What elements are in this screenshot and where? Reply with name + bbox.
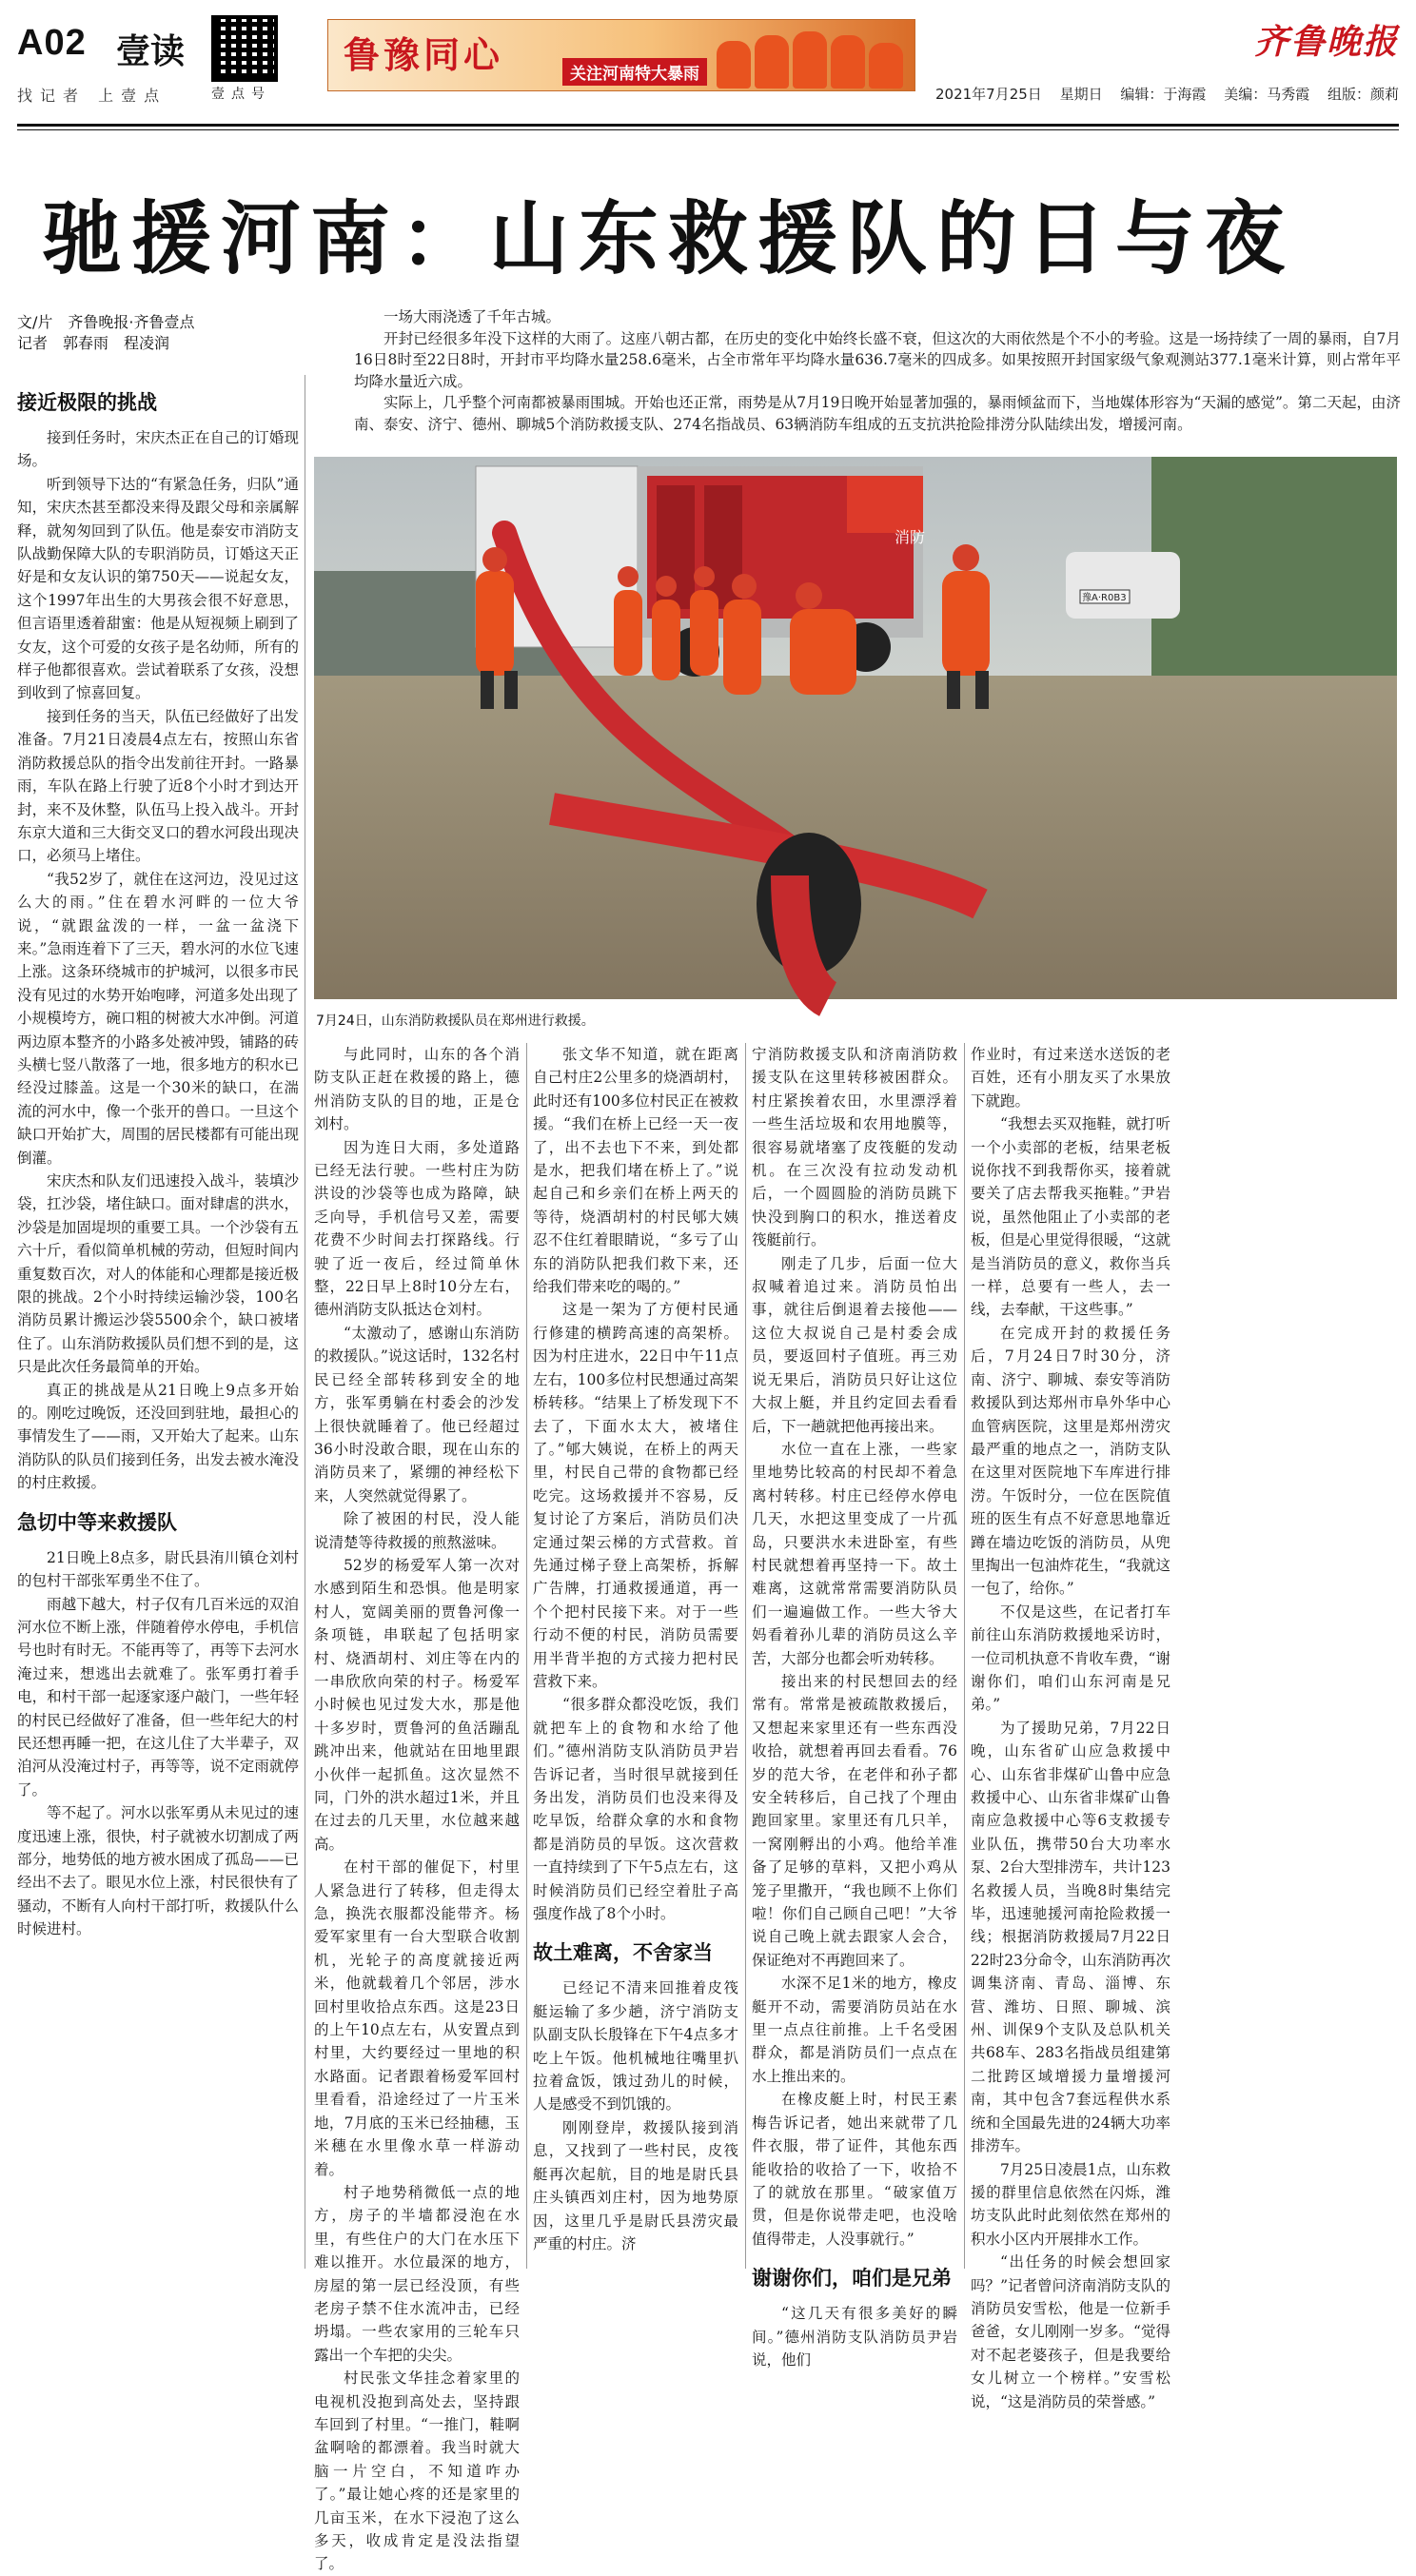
paragraph: 与此同时，山东的各个消防支队正赶在救援的路上，德州消防支队的目的地，正是仓刘村。 (314, 1046, 520, 1133)
paragraph: 21日晚上8点多，尉氏县洧川镇仓刘村的包村干部张军勇坐不住了。 (17, 1548, 299, 1590)
banner-title: 鲁豫同心 (344, 33, 504, 76)
rescue-photo-illustration (314, 457, 1397, 999)
page-header (17, 15, 1399, 129)
paragraph: 刚刚登岸，救援队接到消息，又找到了一些村民，皮筏艇再次起航，目的地是尉氏县庄头镇西刘庄村，因为地势原因，这里几乎是尉氏县涝灾最严重的村庄。济 (533, 2118, 738, 2252)
article-column-5 (971, 1043, 1170, 2410)
paragraph: 水深不足1米的地方，橡皮艇开不动，需要消防员站在水里一点点往前推。上千名受困群众，都是消防员们一点点在水上推出来的。 (752, 1975, 957, 2085)
article-byline (17, 312, 194, 354)
header-rule-thin (17, 129, 1399, 130)
issue-date: 2021年7月25日 (935, 86, 1042, 103)
paragraph: 不仅是这些，在记者打车前往山东消防救援地采访时，一位司机执意不肯收车费，“谢谢你们，咱们山东河南是兄弟。” (971, 1603, 1170, 1714)
qr-code-icon[interactable] (211, 15, 278, 82)
qr-code-label: 壹点号 (211, 87, 271, 102)
article-column-3 (533, 1043, 738, 2269)
paragraph: “很多群众都没吃饭，我们就把车上的食物和水给了他们。”德州消防支队消防员尹岩告诉记者，当时很早就接到任务出发，消防员们也没来得及吃早饭，给群众拿的水和食物都是消防员的早饭。这次营救一直持续到了下午5点左右，这时候消防员们已经空着肚子高强度作战了8个小时。 (533, 1696, 738, 1923)
paragraph: 雨越下越大，村子仅有几百米远的双洎河水位不断上涨，伴随着停水停电，手机信号也时有时无。不能再等了，再等下去河水淹过来，想逃出去就难了。张军勇打着手电，和村干部一起逐家逐户敲门，一些年轻的村民已经做好了准备，但一些年纪大的村民还想再睡一把，在这儿住了大半辈子，双洎河从没淹过村子，再等等，说不定雨就停了。 (17, 1595, 299, 1799)
paragraph: 接出来的村民想回去的经常有。常常是被疏散救援后，又想起来家里还有一些东西没收拾，就想着再回去看看。76岁的范大爷，在老伴和孙子都安全转移后，自己找了个理由跑回家里。家里还有几只羊，一窝刚孵出的小鸡。他给羊准备了足够的草料，又把小鸡从笼子里撒开，“我也顾不上你们啦！你们自己顾自己吧！”大爷说自己晚上就去跟家人会合，保证绝对不再跑回来了。 (752, 1672, 957, 1969)
lead-paragraph: 一场大雨浇透了千年古城。 (384, 308, 561, 325)
paragraph: 听到领导下达的“有紧急任务，归队”通知，宋庆杰甚至都没来得及跟父母和亲属解释，就匆匆回到了队伍。他是泰安市消防支队战勤保障大队的专职消防员，订婚这天正好是和女友认识的第750天——说起女友，这个1997年出生的大男孩会很不好意思，但言语里透着甜蜜：他是从短视频上刷到了女友，这个可爱的女孩子是名幼师，所有的样子他都很喜欢。尝试着联系了女孩，没想到收到了惊喜回复。 (17, 475, 299, 702)
paragraph: 在橡皮艇上时，村民王素梅告诉记者，她出来就带了几件衣服，带了证件，其他东西能收拾的收拾了一下，收拾不了的就放在那里。“破家值万贯，但是你说带走吧，也没啥值得带走，人没事就行。” (752, 2091, 957, 2248)
art-editor-credit: 美编：马秀霞 (1224, 86, 1310, 103)
paragraph: “出任务的时候会想回家吗？”记者曾问济南消防支队的消防员安雪松，他是一位新手爸爸，女儿刚刚一岁多。“觉得对不起老婆孩子，但是我要给女儿树立一个榜样。”安雪松说，“这是消防员的荣誉感。” (971, 2253, 1170, 2410)
column-divider (745, 1043, 746, 2269)
paragraph: 为了援助兄弟，7月22日晚，山东省矿山应急救援中心、山东省非煤矿山鲁中应急救援中心、山东省非煤矿山鲁南应急救援中心等6支救援专业队伍，携带50台大功率水泵、2台大型排涝车，共计123名救援人员，当晚8时集结完毕，迅速驰援河南抢险救援一线；根据消防救援局7月22日22时23分命令，山东消防再次调集济南、青岛、淄博、东营、潍坊、日照、聊城、滨州、训保9个支队及总队机关共68车、283名指战员组建第二批跨区域增援力量增援河南，其中包含7套远程供水系统和全国最先进的24辆大功率排涝车。 (971, 1719, 1170, 2155)
lead-paragraph: 开封已经很多年没下这样的大雨了。这座八朝古都，在历史的变化中始终长盛不衰，但这次的大雨依然是个不小的考验。这是一场持续了一周的暴雨，自7月16日8时至22日8时，开封市平均降水量258.6毫米，占全市常年平均降水量636.7毫米的四成多。如果按照开封国家级气象观测站377.1毫米计算，则占常年平均降水量近六成。 (354, 329, 1401, 390)
paragraph: “太激动了，感谢山东消防的救援队。”说这话时，132名村民已经全部转移到安全的地方，张军勇躺在村委会的沙发上很快就睡着了。他已经超过36小时没敢合眼，现在山东的消防员来了，紧绷的神经松下来，人突然就觉得累了。 (314, 1324, 520, 1504)
column-divider (526, 1043, 527, 2269)
section-slogan: 找记者 上壹点 (17, 87, 167, 105)
paragraph: 真正的挑战是从21日晚上9点多开始的。刚吃过晚饭，还没回到驻地，最担心的事情发生了——雨，又开始大了起来。山东消防队的队员们接到任务，出发去被水淹没的村庄救援。 (17, 1381, 299, 1492)
article-lead (354, 306, 1401, 435)
paragraph: 在完成开封的救援任务后，7月24日7时30分，济南、济宁、聊城、泰安等消防救援队到达郑州市阜外华中心血管病医院，这里是郑州涝灾最严重的地点之一，消防支队在这里对医院地下车库进行排涝。午饭时分，一位在医院值班的医生有点不好意思地靠近蹲在墙边吃饭的消防员，从兜里掏出一包油炸花生，“我就这一包了，给你。” (971, 1324, 1170, 1598)
rescue-photo (314, 457, 1397, 999)
paragraph: 因为连日大雨，多处道路已经无法行驶。一些村庄为防洪设的沙袋等也成为路障，缺乏向导，手机信号又差，需要花费不少时间去打探路线。行驶了近一夜后，经过简单休整，22日早上8时10分左右，德州消防支队抵达仓刘村。 (314, 1138, 520, 1319)
paragraph: “我52岁了，就住在这河边，没见过这么大的雨。”住在碧水河畔的一位大爷说，“就跟盆泼的一样，一盆一盆浇下来。”急雨连着下了三天，碧水河的水位飞速上涨。这条环绕城市的护城河，以很多市民没有见过的水势开始咆哮，河道多处出现了小规模垮方，碗口粗的树被大水冲倒。河道两边原本整齐的小路多处被冲毁，铺路的砖头横七竖八散落了一地，很多地方的积水已经没过膝盖。这是一个30米的缺口，在湍流的河水中，像一个张开的兽口。一旦这个缺口开始扩大，周围的居民楼都有可能出现倒灌。 (17, 870, 299, 1167)
paragraph: 村子地势稍微低一点的地方，房子的半墙都浸泡在水里，有些住户的大门在水压下难以推开。水位最深的地方，房屋的第一层已经没顶，有些老房子禁不住水流冲击，已经坍塌。一些农家用的三轮车只露出一个车把的尖尖。 (314, 2183, 520, 2364)
subheading: 急切中等来救援队 (17, 1510, 177, 1534)
issue-weekday: 星期日 (1059, 86, 1103, 103)
paragraph: 在村干部的催促下，村里人紧急进行了转移，但走得太急，换洗衣服都没能带齐。杨爱军家里有一台大型联合收割机，光轮子的高度就接近两米，他就载着几个邻居，涉水回村里收拾点东西。这是23日的上午10点左右，从安置点到村里，大约要经过一里地的积水路面。记者跟着杨爱军回村里看看，沿途经过了一片玉米地，7月底的玉米已经抽穗，玉米穗在水里像水草一样游动着。 (314, 1858, 520, 2178)
lead-paragraph: 实际上，几乎整个河南都被暴雨围城。开始也还正常，雨势是从7月19日晚开始显著加强的，暴雨倾盆而下，当地媒体形容为“天漏的感觉”。第二天起，由济南、泰安、济宁、德州、聊城5个消防救援支队、274名指战员、63辆消防车组成的五支抗洪抢险排涝分队陆续出发，增援河南。 (354, 394, 1401, 433)
article-column-4 (752, 1043, 957, 2369)
paragraph: 宁消防救援支队和济南消防救援支队在这里转移被困群众。村庄紧挨着农田，水里漂浮着一些生活垃圾和农用地膜等，很容易就堵塞了皮筏艇的发动机。在三次没有拉动发动机后，一个圆圆脸的消防员跳下快没到胸口的积水，推送着皮筏艇前行。 (752, 1046, 957, 1249)
newspaper-brand-logo: 齐鲁晚报 (1253, 22, 1399, 62)
issue-meta (922, 84, 1399, 104)
special-banner (327, 19, 915, 91)
paragraph: 刚走了几步，后面一位大叔喊着追过来。消防员怕出事，就往后倒退着去接他——这位大叔说自己是村委会成员，要返回村子值班。再三劝说无果后，消防员只好让这位大叔上艇，并且约定回去看看后，下一趟就把他再接出来。 (752, 1254, 957, 1435)
subheading: 故土难离，不舍家当 (533, 1941, 713, 1965)
section-name: 壹读 (116, 31, 186, 71)
paragraph: 已经记不清来回推着皮筏艇运输了多少趟，济宁消防支队副支队长殷锋在下午4点多才吃上午饭。他机械地往嘴里扒拉着盒饭，饿过劲儿的时候，人是感受不到饥饿的。 (533, 1979, 738, 2114)
car-plate: 豫A·R0B3 (1082, 593, 1127, 603)
paragraph: 这是一架为了方便村民通行修建的横跨高速的高架桥。因为村庄进水，22日中午11点左右，100多位村民想通过高架桥转移。“结果上了桥发现下不去了，下面水太大，被堵住了。”郇大姨说，在桥上的两天里，村民自己带的食物都已经吃完。这场救援并不容易，反复讨论了方案后，消防员们决定通过架云梯的方式营救。首先通过梯子登上高架桥，拆解广告牌，打通救援通道，再一个个把村民接下来。对于一些行动不便的村民，消防员需要用半背半抱的方式接力把村民营救下来。 (533, 1301, 738, 1690)
paragraph: 接到任务时，宋庆杰正在自己的订婚现场。 (17, 429, 299, 470)
paragraph: 宋庆杰和队友们迅速投入战斗，装填沙袋，扛沙袋，堵住缺口。面对肆虐的洪水，沙袋是加固堤坝的重要工具。一个沙袋有五六十斤，看似简单机械的劳动，但短时间内重复数百次，对人的体能和心理都是接近极限的挑战。2个小时持续运输沙袋，100名消防员累计搬运沙袋5500余个，缺口被堵住了。山东消防救援队员们想不到的是，这只是此次任务最简单的开始。 (17, 1172, 299, 1376)
truck-lettering: 消防 (895, 528, 926, 546)
photo-caption: 7月24日，山东消防救援队员在郑州进行救援。 (316, 1013, 595, 1029)
paragraph: “我想去买双拖鞋，就打听一个小卖部的老板，结果老板说你找不到我帮你买，接着就要关了店去帮我买拖鞋。”尹岩说，虽然他阻止了小卖部的老板，但是心里觉得很暖，“这就是当消防员的意义，救你当兵一样，总要有一些人，去一线，去奉献，干这些事。” (971, 1115, 1170, 1319)
banner-subtitle: 关注河南特大暴雨 (562, 58, 707, 86)
paragraph: 水位一直在上涨，一些家里地势比较高的村民却不着急离村转移。村庄已经停水停电几天，水把这里变成了一片孤岛，只要洪水未进卧室，有些村民就想着再坚持一下。故土难离，这就常常需要消防队员们一遍遍做工作。一些大爷大妈看着孙儿辈的消防员这么辛苦，大部分也都会听劝转移。 (752, 1440, 957, 1667)
paragraph: 村民张文华挂念着家里的电视机没抱到高处去，坚持跟车回到了村里。“一推门，鞋啊盆啊啥的都漂着。我当时就大脑一片空白，不知道咋办了。”最让她心疼的还是家里的几亩玉米，在水下浸泡了这么多天，收成肯定是没法指望了。 (314, 2370, 520, 2573)
subheading: 接近极限的挑战 (17, 391, 157, 414)
paragraph: 接到任务的当天，队伍已经做好了出发准备。7月21日凌晨4点左右，按照山东省消防救援总队的指令出发前往开封。一路暴雨，车队在路上行驶了近8个小时才到达开封，来不及休整，队伍马上投入战斗。开封东京大道和三大街交叉口的碧水河段出现决口，必须马上堵住。 (17, 707, 299, 865)
article-headline: 驰援河南：山东救援队的日与夜 (42, 191, 1295, 285)
layout-credit: 组版：颜莉 (1327, 86, 1399, 103)
paragraph: 作业时，有过来送水送饭的老百姓，还有小朋友买了水果放下就跑。 (971, 1046, 1170, 1110)
byline-photo-credit: 文/片 齐鲁晚报·齐鲁壹点 (17, 313, 195, 331)
article-column-1 (17, 375, 299, 2269)
column-divider (964, 1043, 965, 2269)
article-column-2 (314, 1043, 520, 2573)
rescuers-illustration (717, 28, 907, 88)
paragraph: 除了被困的村民，没人能说清楚等待救援的煎熬滋味。 (314, 1510, 520, 1551)
byline-reporters: 记者 郭春雨 程凌润 (17, 334, 170, 352)
page-number: A02 (17, 23, 87, 63)
subheading: 谢谢你们，咱们是兄弟 (752, 2267, 952, 2291)
editor-credit: 编辑：于海霞 (1120, 86, 1207, 103)
paragraph: “这几天有很多美好的瞬间。”德州消防支队消防员尹岩说，他们 (752, 2305, 957, 2369)
paragraph: 7月25日凌晨1点，山东救援的群里信息依然在闪烁，潍坊支队此时此刻依然在郑州的积水小区内开展排水工作。 (971, 2160, 1170, 2248)
paragraph: 张文华不知道，就在距离自己村庄2公里多的烧酒胡村，此时还有100多位村民正在被救援。“我们在桥上已经一天一夜了，出不去也下不来，到处都是水，把我们堵在桥上了。”说起自己和乡亲们在桥上两天的等待，烧酒胡村的村民郇大姨忍不住红着眼睛说，“多亏了山东的消防队把我们救下来，还给我们带来吃的喝的。” (533, 1046, 738, 1296)
paragraph: 52岁的杨爱军人第一次对水感到陌生和恐惧。他是明家村人，宽阔美丽的贾鲁河像一条项链，串联起了包括明家村、烧酒胡村、刘庄等在内的一串欣欣向荣的村子。杨爱军小时候也见过发大水，那是他十多岁时，贾鲁河的鱼活蹦乱跳冲出来，他就站在田地里跟小伙伴一起抓鱼。这次显然不同，门外的洪水超过1米，并且在过去的几天里，水位越来越高。 (314, 1556, 520, 1853)
paragraph: 等不起了。河水以张军勇从未见过的速度迅速上涨，很快，村子就被水切割成了两部分，地势低的地方被水困成了孤岛——已经出不去了。眼见水位上涨，村民很快有了骚动，不断有人向村干部打听，救援队什么时候进村。 (17, 1804, 299, 1938)
header-rule (17, 124, 1399, 127)
